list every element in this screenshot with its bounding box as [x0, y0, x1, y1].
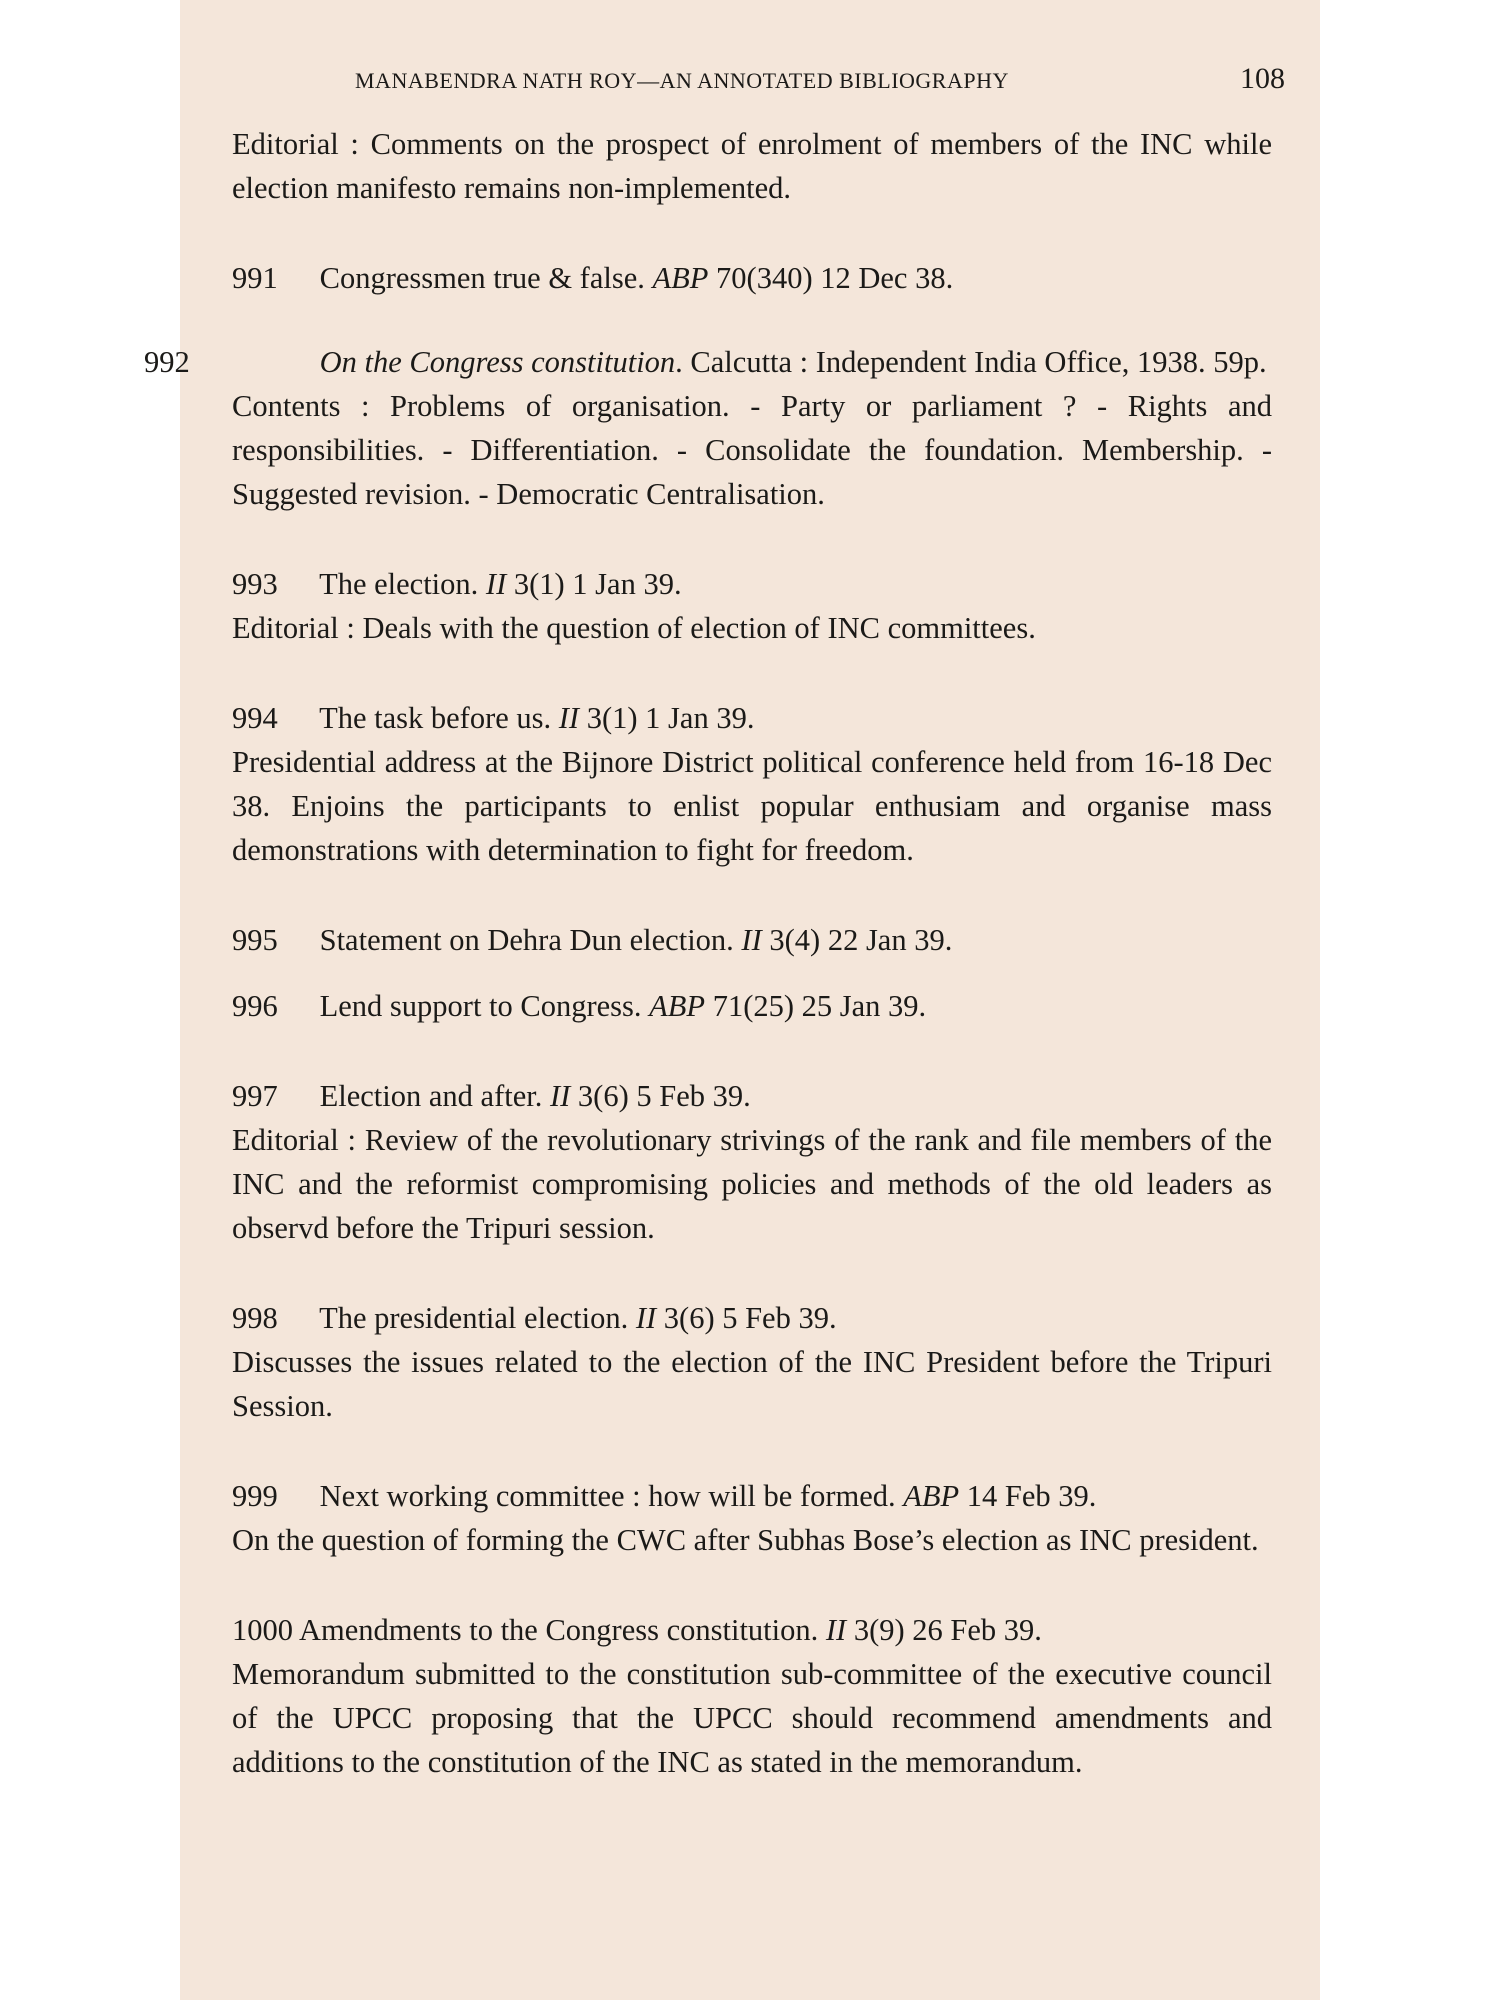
entry-992	[144, 340, 1272, 384]
entry-citation: 3(4) 22 Jan 39.	[769, 923, 953, 957]
entry-number: 1000	[232, 1613, 293, 1647]
entry-note: Memorandum submitted to the constitution sub-committee of the executive council of the UPCC proposing that the UPCC should recommend amendments and additions to the constitution of the INC as stated in the memorandum.	[232, 1657, 1272, 1779]
entry-991	[232, 256, 1272, 300]
entry-995	[232, 918, 1272, 962]
entry-citation: 14 Feb 39.	[966, 1479, 1097, 1513]
running-title: MANABENDRA NATH ROY—AN ANNOTATED BIBLIOGRAPHY	[355, 68, 1009, 93]
entry-number: 996	[232, 989, 278, 1023]
entry-title: The election.	[319, 567, 479, 601]
page-number: 108	[1240, 62, 1285, 95]
entry-note: Editorial : Review of the revolutionary strivings of the rank and file members of the INC and the reformist compromising policies and methods of the old leaders as observd before the Tripuri session.	[232, 1123, 1272, 1245]
entry-citation: 3(1) 1 Jan 39.	[586, 701, 755, 735]
entry-number: 992	[144, 345, 190, 379]
entry-source: II	[549, 1079, 571, 1113]
entry-title: Amendments to the Congress constitution.	[298, 1613, 819, 1647]
entry-note: Presidential address at the Bijnore District political conference held from 16-18 Dec 38. Enjoins the participants to enlist popular enthusiam and organise mass demonstrations with determination to fight for freedom.	[232, 745, 1272, 867]
entry-996	[232, 984, 1272, 1028]
entry-number: 993	[232, 567, 278, 601]
entry-citation: . Calcutta : Independent India Office, 1938. 59p.	[675, 345, 1267, 379]
entry-title: Election and after.	[319, 1079, 543, 1113]
entry-citation: 3(6) 5 Feb 39.	[577, 1079, 751, 1113]
page-header	[355, 62, 1285, 96]
entry-title: The task before us.	[319, 701, 552, 735]
entry-number: 995	[232, 923, 278, 957]
entry-source: ABP	[649, 989, 706, 1023]
bibliography-content	[144, 122, 1272, 1784]
entry-number: 991	[232, 261, 278, 295]
entry-number: 994	[232, 701, 278, 735]
entry-title: The presidential election.	[319, 1301, 629, 1335]
entry-993	[232, 562, 1272, 606]
entry-source: II	[825, 1613, 847, 1647]
entry-source: II	[741, 923, 762, 957]
entry-title: Next working committee : how will be formed.	[319, 1479, 896, 1513]
entry-1000	[232, 1608, 1272, 1652]
book-page	[144, 0, 1320, 2000]
entry-994	[232, 696, 1272, 740]
entry-number: 997	[232, 1079, 278, 1113]
entry-title: Lend support to Congress.	[319, 989, 642, 1023]
entry-number: 998	[232, 1301, 278, 1335]
entry-citation: 3(9) 26 Feb 39.	[853, 1613, 1042, 1647]
entry-source: ABP	[652, 261, 709, 295]
entry-999	[232, 1474, 1272, 1518]
entry-title: Congressmen true & false.	[319, 261, 645, 295]
entry-citation: 70(340) 12 Dec 38.	[716, 261, 954, 295]
entry-note: Editorial : Deals with the question of election of INC committees.	[232, 611, 1036, 645]
entry-998	[232, 1296, 1272, 1340]
entry-source: ABP	[903, 1479, 960, 1513]
entry-note: Contents : Problems of organisation. - Party or parliament ? - Rights and responsibilities. - Differentiation. - Consolidate the foundation. Membership. - Suggested revision. - Democratic Centralisation.	[232, 389, 1272, 511]
entry-source: II	[558, 701, 580, 735]
entry-source: II	[635, 1301, 657, 1335]
entry-note: Discusses the issues related to the election of the INC President before the Tripuri Session.	[232, 1345, 1272, 1423]
entry-source: II	[485, 567, 507, 601]
entry-citation: 71(25) 25 Jan 39.	[712, 989, 927, 1023]
entry-number: 999	[232, 1479, 278, 1513]
entry-title: Statement on Dehra Dun election.	[319, 923, 734, 957]
entry-citation: 3(6) 5 Feb 39.	[663, 1301, 837, 1335]
intro-note: Editorial : Comments on the prospect of enrolment of members of the INC while election manifesto remains non-implemented.	[232, 127, 1272, 205]
entry-title: On the Congress constitution	[319, 345, 676, 379]
entry-note: On the question of forming the CWC after Subhas Bose’s election as INC president.	[232, 1523, 1259, 1557]
entry-citation: 3(1) 1 Jan 39.	[513, 567, 682, 601]
entry-997	[232, 1074, 1272, 1118]
